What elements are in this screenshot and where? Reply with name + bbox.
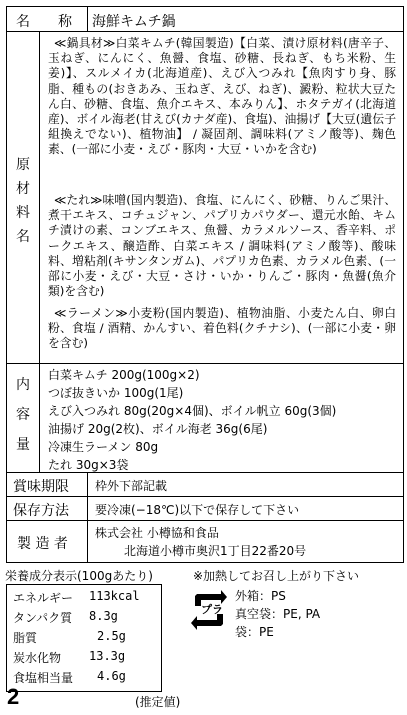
page-number: 2 — [7, 684, 20, 709]
recycle-mark-text: プラ — [201, 603, 223, 616]
contents-line: えび入つみれ 80g(20g×4個)、ボイル帆立 60g(3個) — [48, 404, 337, 418]
manufacturer-label: 製 造 者 — [17, 536, 68, 552]
storage-value: 要冷凍(−18℃)以下で保存して下さい — [95, 503, 300, 517]
contents-line: 冷凍生ラーメン 80g — [48, 440, 159, 454]
contents-label-char: 容 — [16, 407, 30, 423]
ingredients-label-char: 名 — [16, 229, 30, 245]
nutrition-table — [6, 584, 162, 692]
nutrition-name: 脂質 — [13, 631, 38, 645]
contents-label-char: 内 — [16, 377, 30, 393]
nutrition-value: 8.3g — [89, 609, 118, 623]
col-divider — [87, 472, 88, 562]
product-name: 海鮮キムチ鍋 — [92, 14, 176, 30]
nutrition-name: 炭水化物 — [13, 651, 62, 665]
col-divider — [39, 31, 40, 472]
row-divider — [7, 31, 403, 32]
contents-line: つぼ抜きいか 100g(1尾) — [48, 386, 184, 400]
ingredients-paragraph-ramen: ≪ラーメン≫小麦粉(国内製造)、植物油脂、小麦たん白、卵白粉、食塩 / 酒精、かんすい、着色料(クチナシ)、(一部に小麦・卵を含む) — [48, 306, 396, 351]
ingredients-paragraph-tare: ≪たれ≫味噌(国内製造)、食塩、にんにく、砂糖、りんご果汁、煮干エキス、コチュジャン、パプリカパウダー、還元水飴、キムチ漬けの素、コンブエキス、魚醤、カラメルソース、香辛料、ポークエキス、醸造酢、白菜エキス / 調味料(アミノ酸等)、酸味料、増粘剤(キサンタンガム)、パプリカ色素、カラメル色素、(一部に小麦・えび・大豆・さけ・いか・りんご・豚肉・魚醤(魚介類)を含む) — [48, 193, 396, 299]
nutrition-value: 4.6g — [97, 669, 126, 683]
packaging-line: 外箱：PS — [235, 589, 286, 603]
packaging-line: 袋：PE — [235, 625, 274, 639]
row-divider — [7, 363, 403, 364]
nutrition-name: エネルギー — [13, 591, 74, 605]
row-divider — [7, 496, 403, 497]
nutrition-name: タンパク質 — [13, 611, 73, 625]
row-divider — [7, 520, 403, 521]
nutrition-value: 2.5g — [97, 629, 126, 643]
nutrition-title: 栄養成分表示(100gあたり) — [5, 569, 153, 583]
nutrition-value: 13.3g — [89, 649, 126, 663]
nutrition-estimate-note: (推定値) — [135, 695, 181, 709]
name-label: 名 称 — [16, 14, 72, 30]
contents-line: 白菜キムチ 200g(100g×2) — [48, 368, 200, 382]
packaging-line: 真空袋：PE, PA — [235, 607, 321, 621]
ingredients-label-char: 料 — [16, 205, 30, 221]
ingredients-label-char: 材 — [16, 181, 30, 197]
ingredients-label-char: 原 — [16, 157, 30, 173]
cooking-note: ※加熱してお召し上がり下さい — [193, 569, 360, 583]
ingredients-paragraph-nabe: ≪鍋具材≫白菜キムチ(韓国製造)【白菜、漬け原材料(唐辛子、玉ねぎ、にんにく、魚醤、食塩、砂糖、長ねぎ、もち米粉、生姜)】、スルメイカ(北海道産)、えび入つみれ【魚肉すり身、豚脂、種もの(おきあみ、玉ねぎ、えび、ねぎ)、澱粉、粒状大豆たん白、砂糖、食塩、魚介エキス、本みりん】、ホタテガイ(北海道産)、ボイル海老(甘えび(カナダ産)、食塩)、油揚げ【大豆(遺伝子組換えでない)、植物油】 / 凝固剤、調味料(アミノ酸等)、麹色素、(一部に小麦・えび・豚肉・大豆・いかを含む) — [48, 36, 396, 157]
contents-line: 油揚げ 20g(2枚)、ボイル海老 36g(6尾) — [48, 422, 268, 436]
contents-line: たれ 30g×3袋 — [48, 458, 129, 472]
manufacturer-company: 株式会社 小樽協和食品 — [95, 526, 219, 540]
manufacturer-address: 北海道小樽市奥沢1丁目22番20号 — [124, 544, 307, 558]
storage-label: 保存方法 — [13, 503, 69, 519]
contents-label-char: 量 — [16, 437, 30, 453]
label-table — [6, 6, 404, 563]
col-divider — [87, 7, 88, 31]
best-before-value: 枠外下部記載 — [95, 479, 168, 493]
nutrition-name: 食塩相当量 — [13, 671, 74, 685]
best-before-label: 賞味期限 — [13, 479, 69, 495]
nutrition-value: 113kcal — [89, 589, 140, 603]
plastic-recycle-icon — [189, 588, 229, 632]
